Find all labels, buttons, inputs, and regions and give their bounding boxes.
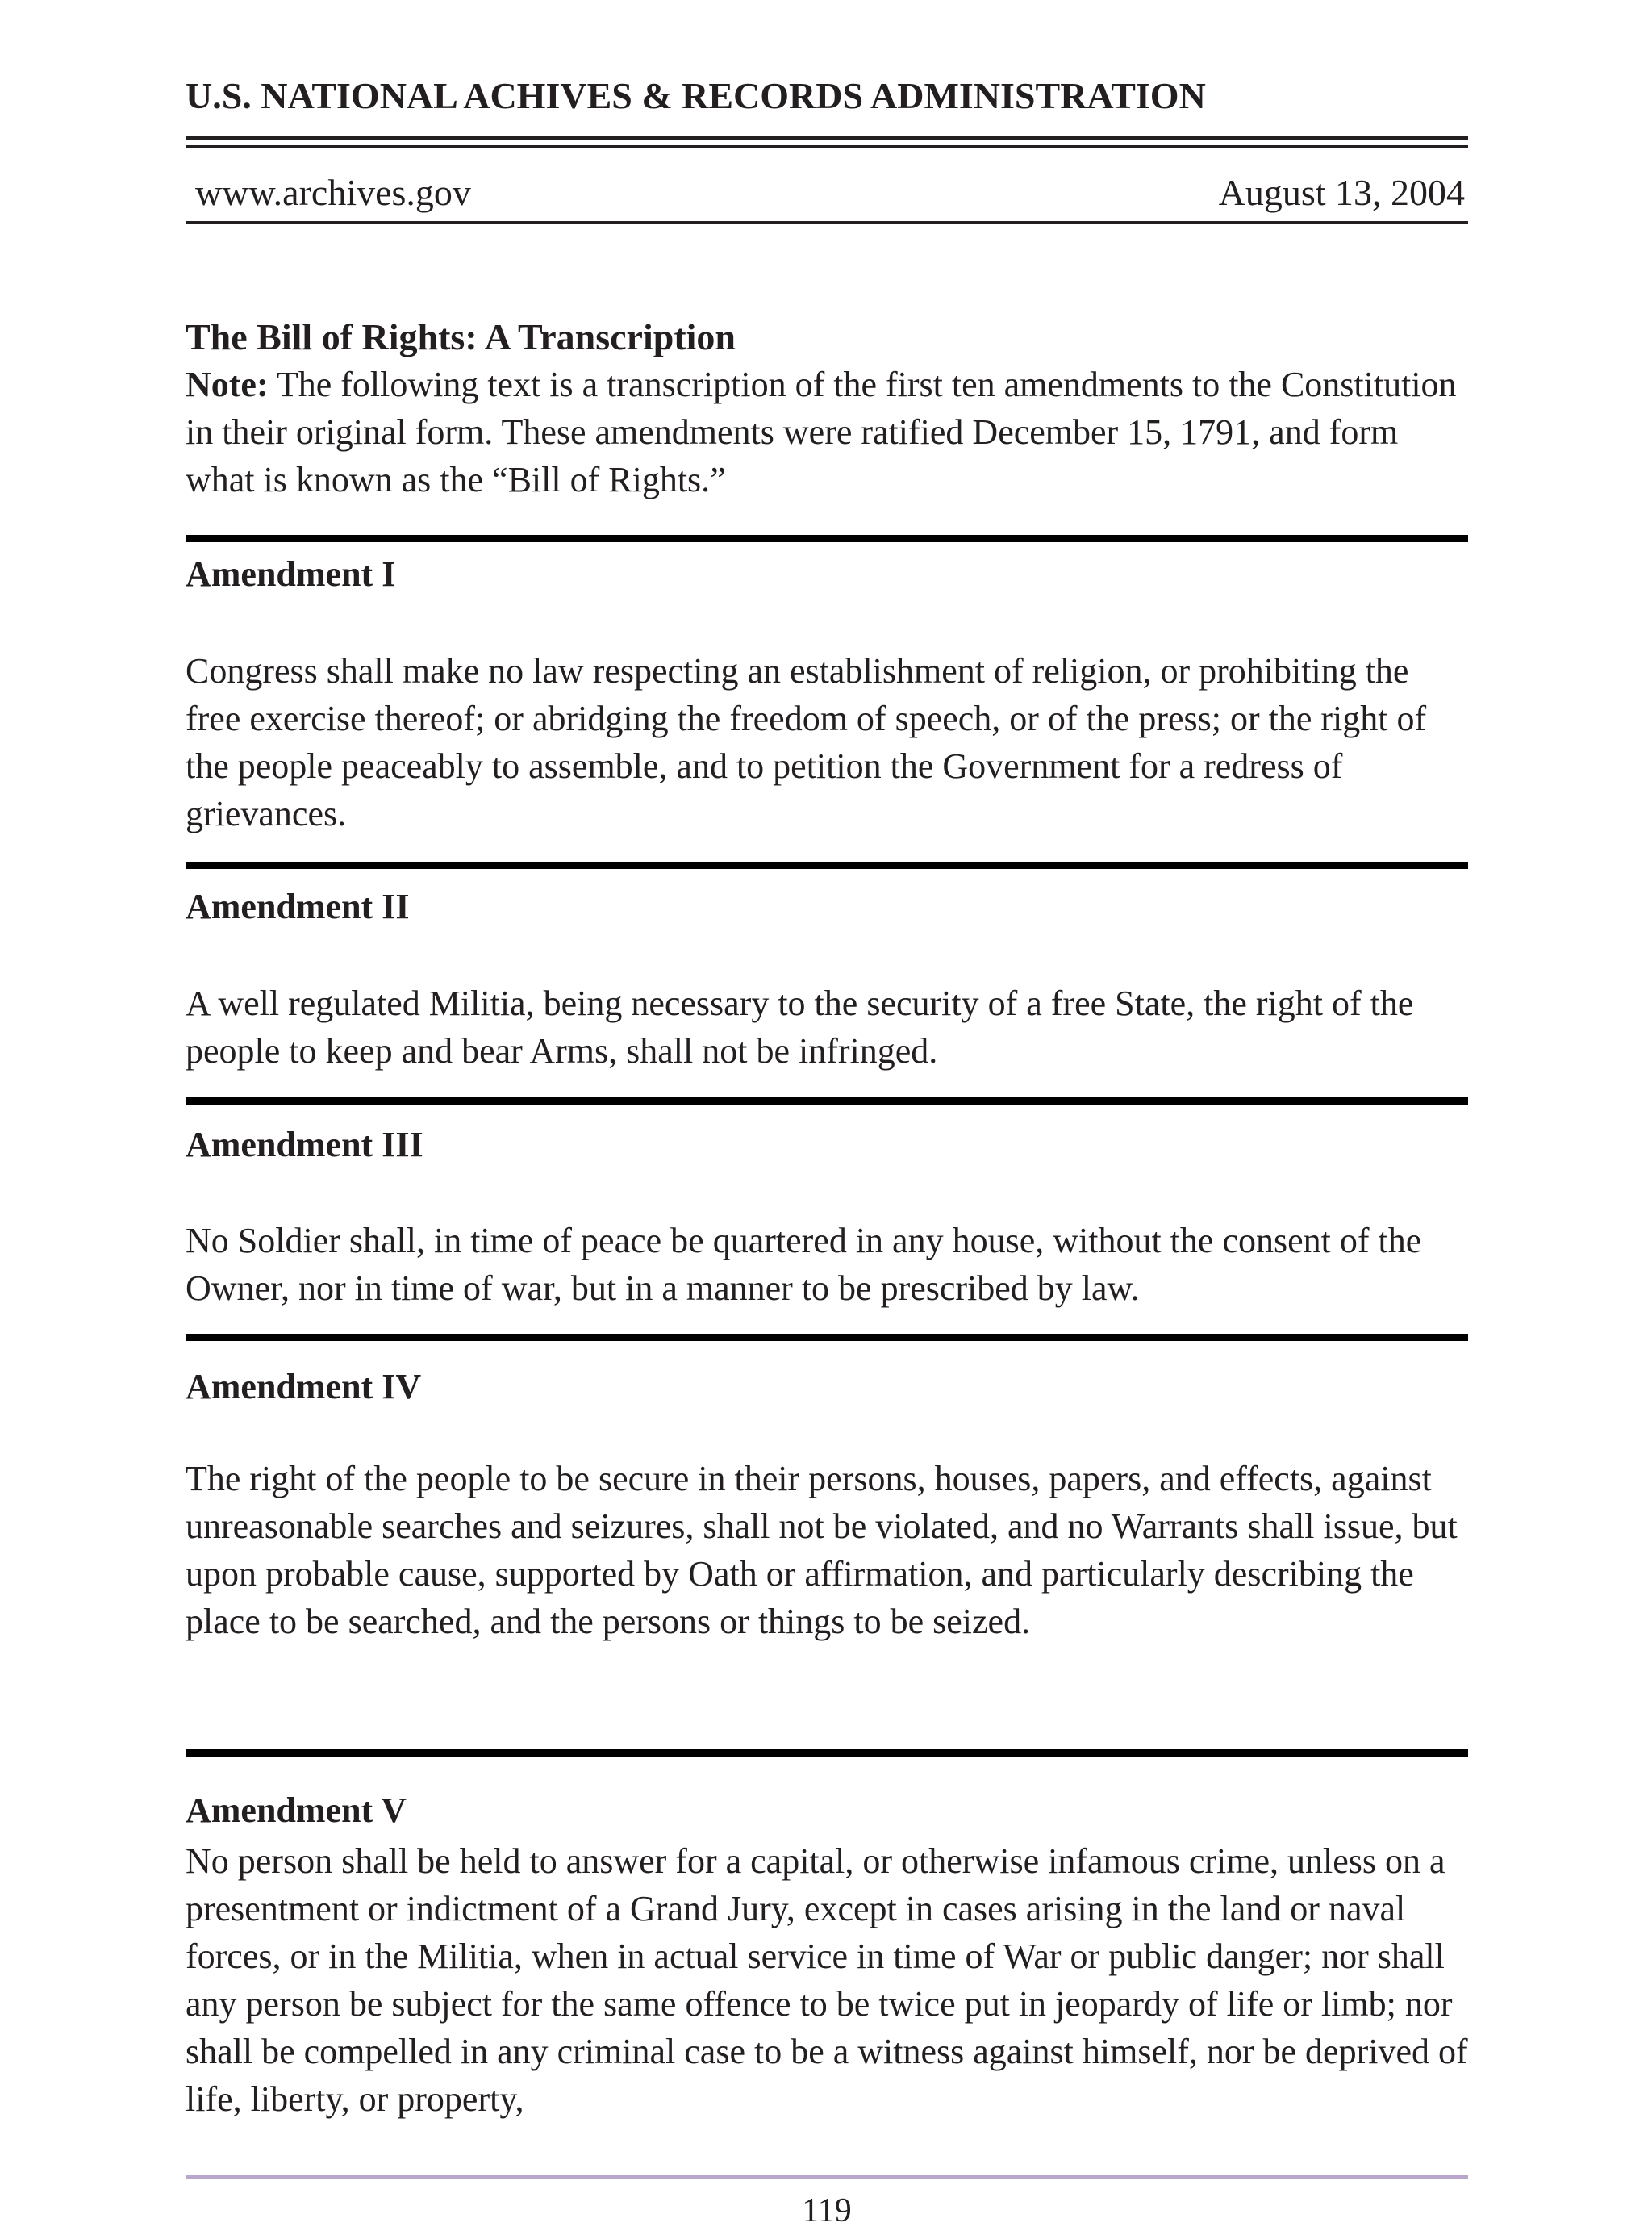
amendment-text: A well regulated Militia, being necessary to the security of a free State, the right of the people to keep and bear Arms, shall not be infringed. <box>186 984 1414 1071</box>
amendment-heading: Amendment II <box>186 887 410 926</box>
amendment-heading: Amendment IV <box>186 1367 422 1406</box>
header-rule-thin <box>186 145 1468 148</box>
document-page <box>186 0 1468 2231</box>
intro-section <box>186 313 1468 503</box>
header-rule-bottom <box>186 221 1468 224</box>
amendment-heading: Amendment I <box>186 554 396 594</box>
section-rule <box>186 862 1468 869</box>
amendment-text: The right of the people to be secure in their persons, houses, papers, and effects, against unreasonable searches and seizures, shall not be violated, and no Warrants shall issue, but upon probable cause, supported by Oath or affirmation, and particularly describing the place to be searched, and the persons or things to be seized. <box>186 1459 1458 1641</box>
section-rule <box>186 1334 1468 1341</box>
publication-date: August 13, 2004 <box>1218 172 1465 213</box>
page-number: 119 <box>802 2192 852 2229</box>
amendment-heading: Amendment V <box>186 1790 407 1830</box>
intro-note <box>186 361 1468 503</box>
footer-rule <box>186 2175 1468 2179</box>
section-rule <box>186 1749 1468 1757</box>
website-url: www.archives.gov <box>195 172 471 213</box>
amendment-text: No person shall be held to answer for a capital, or otherwise infamous crime, unless on a presentment or indictment of a Grand Jury, except in cases arising in the land or naval forces, or in the Militia, when in actual service in time of War or public danger; nor shall any person be subject for the same offence to be twice put in jeopardy of life or limb; nor shall be compelled in any criminal case to be a witness against himself, nor be deprived of life, liberty, or property, <box>186 1841 1468 2119</box>
agency-name: U.S. NATIONAL ACHIVES & RECORDS ADMINISTRATION <box>186 75 1206 116</box>
amendment-text: Congress shall make no law respecting an establishment of religion, or prohibiting the free exercise thereof; or abridging the freedom of speech, or of the press; or the right of the people peaceably to assemble, and to petition the Government for a redress of grievances. <box>186 651 1427 833</box>
note-text: The following text is a transcription of the first ten amendments to the Constitution in their original form. These amendments were ratified December 15, 1791, and form what is known as the “Bill of Rights.” <box>186 365 1457 499</box>
amendment-heading: Amendment III <box>186 1125 423 1164</box>
section-rule <box>186 535 1468 542</box>
amendment-text: No Soldier shall, in time of peace be quartered in any house, without the consent of the Owner, nor in time of war, but in a manner to be prescribed by law. <box>186 1221 1422 1308</box>
document-title: The Bill of Rights: A Transcription <box>186 316 736 357</box>
header-rule-thick <box>186 136 1468 140</box>
section-rule <box>186 1097 1468 1105</box>
note-label: Note: <box>186 365 269 404</box>
